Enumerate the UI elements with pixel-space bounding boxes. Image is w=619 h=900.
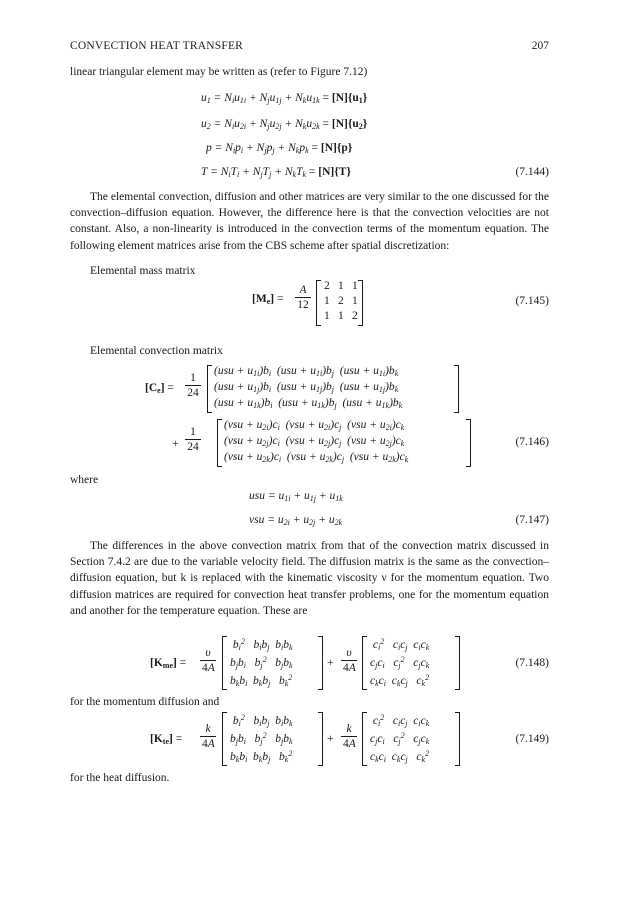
plus-sign: +	[327, 731, 334, 745]
mass-cell: 1	[338, 310, 344, 322]
conv-row: $(vsu + u_{2i})c_i$ $(vsu + u_{2i})c_j$ $(vsu + u_{2i})c_k$	[224, 419, 405, 432]
plus-sign: +	[172, 436, 179, 450]
kte-row: $c_jc_i$ $c_j^2$ $c_jc_k$	[370, 731, 430, 746]
where-label: where	[70, 474, 99, 486]
kme-bracket	[455, 636, 460, 690]
eq-u2: $u_2 = N_iu_{2i} + N_ju_{2j} + N_ku_{2k} = [N]\{u_2\}$	[201, 118, 368, 131]
eq-u1: $u_1 = N_iu_{1i} + N_ju_{1j} + N_ku_{1k} = [N]\{u_1\}$	[201, 92, 368, 105]
kte-fraction-2: k 4A	[343, 723, 356, 750]
mass-fraction: A 12	[295, 284, 311, 311]
paragraph-2: The differences in the above convection matrix from that of the convection matrix discussed in Section 7.4.2 are due to the variable velocity field. The diffusion matrix is the same as the convection–diffusion equation, but k is replaced with the kinematic viscosity ν for the momentum equation. Two diffusion matrices are required for convection heat transfer problems, one for the momentum equation and another for the temperature equation. These are	[70, 540, 549, 617]
kme-bracket	[222, 636, 227, 690]
page-number: 207	[531, 40, 549, 52]
conv-fraction-2: 1 24	[185, 426, 201, 453]
kte-lhs: $[K_{te}]$ =	[150, 733, 183, 746]
conv-fraction-1: 1 24	[185, 372, 201, 399]
plus-sign: +	[327, 655, 334, 669]
running-header	[70, 40, 549, 56]
mass-cell: 1	[352, 295, 358, 307]
kme-row: $c_kc_i$ $c_kc_j$ $c_k^2$	[370, 673, 430, 688]
intro-line: linear triangular element may be written as (refer to Figure 7.12)	[70, 66, 368, 78]
eq-t: $T = N_iT_i + N_jT_j + N_kT_k = [N]\{T\}$	[201, 166, 351, 179]
eq-usu: usu = $u_{1i} + u_{1j} + u_{1k}$	[249, 490, 343, 503]
eq-p: $p = N_ip_i + N_jp_j + N_kp_k = [N]\{p\}$	[206, 142, 353, 155]
kme-bracket	[362, 636, 367, 690]
eq-number-7-145: (7.145)	[515, 295, 549, 307]
conv-row: $(usu + u_{1j})b_i$ $(usu + u_{1j})b_j$ $(usu + u_{1j})b_k$	[214, 381, 399, 394]
kte-bracket	[455, 712, 460, 766]
conv-bracket-right-2	[466, 419, 471, 467]
kme-fraction-1: υ 4A	[202, 647, 215, 674]
mass-cell: 1	[324, 310, 330, 322]
conv-bracket-right-1	[454, 365, 459, 413]
kte-bracket	[222, 712, 227, 766]
kte-bracket	[362, 712, 367, 766]
mass-left-bracket	[316, 280, 321, 326]
eq-vsu: vsu = $u_{2i} + u_{2j} + u_{2k}$	[249, 514, 343, 527]
mass-right-bracket	[358, 280, 363, 326]
mass-cell: 2	[324, 280, 330, 292]
kte-row: $b_jb_i$ $b_j^2$ $b_jb_k$	[230, 731, 293, 746]
mass-cell: 1	[324, 295, 330, 307]
conv-row: $(vsu + u_{2k})c_i$ $(vsu + u_{2k})c_j$ $(vsu + u_{2k})c_k$	[224, 451, 409, 464]
kte-row: $c_kc_i$ $c_kc_j$ $c_k^2$	[370, 749, 430, 764]
conv-bracket-left-2	[217, 419, 222, 467]
running-title: CONVECTION HEAT TRANSFER	[70, 40, 244, 52]
kme-row: $b_jb_i$ $b_j^2$ $b_jb_k$	[230, 655, 293, 670]
heat-diff-label: for the heat diffusion.	[70, 772, 170, 784]
conv-lhs: $[C_e]$ =	[145, 382, 174, 395]
eq-number-7-146: (7.146)	[515, 436, 549, 448]
eq-number-7-147: (7.147)	[515, 514, 549, 526]
kme-bracket	[318, 636, 323, 690]
conv-bracket-left-1	[207, 365, 212, 413]
kme-row: $c_jc_i$ $c_j^2$ $c_jc_k$	[370, 655, 430, 670]
kme-row: $c_i^2$ $c_ic_j$ $c_ic_k$	[370, 637, 430, 652]
kte-row: $c_i^2$ $c_ic_j$ $c_ic_k$	[370, 713, 430, 728]
kte-fraction-1: k 4A	[202, 723, 215, 750]
kme-lhs: $[K_{me}]$ =	[150, 657, 187, 670]
kte-row: $b_kb_i$ $b_kb_j$ $b_k^2$	[230, 749, 293, 764]
kte-row: $b_i^2$ $b_ib_j$ $b_ib_k$	[230, 713, 293, 728]
mass-cell: 2	[352, 310, 358, 322]
paragraph-1: The elemental convection, diffusion and other matrices are very similar to the one discussed for the convection–diffusion equation. However, the difference here is that the convection velocities are not constant. Also, a non-linearity is introduced in the convection terms of the momentum equation. The following element matrices arise from the CBS scheme after spatial discretization:	[70, 191, 549, 252]
mass-cell: 1	[338, 280, 344, 292]
conv-row: $(usu + u_{1k})b_i$ $(usu + u_{1k})b_j$ $(usu + u_{1k})b_k$	[214, 397, 403, 410]
conv-row: $(usu + u_{1i})b_i$ $(usu + u_{1i})b_j$ $(usu + u_{1i})b_k$	[214, 365, 399, 378]
conv-row: $(vsu + u_{2j})c_i$ $(vsu + u_{2j})c_j$ $(vsu + u_{2j})c_k$	[224, 435, 405, 448]
eq-number-7-149: (7.149)	[515, 733, 549, 745]
mom-diff-label: for the momentum diffusion and	[70, 696, 220, 708]
kte-bracket	[318, 712, 323, 766]
mass-label: Elemental mass matrix	[90, 265, 196, 277]
kme-row: $b_kb_i$ $b_kb_j$ $b_k^2$	[230, 673, 293, 688]
mass-cell: 2	[338, 295, 344, 307]
conv-label: Elemental convection matrix	[90, 345, 223, 357]
eq-number-7-148: (7.148)	[515, 657, 549, 669]
kme-fraction-2: υ 4A	[343, 647, 356, 674]
mass-lhs: $[M_e]$ =	[252, 293, 284, 306]
kme-row: $b_i^2$ $b_ib_j$ $b_ib_k$	[230, 637, 293, 652]
eq-number-7-144: (7.144)	[515, 166, 549, 178]
mass-cell: 1	[352, 280, 358, 292]
